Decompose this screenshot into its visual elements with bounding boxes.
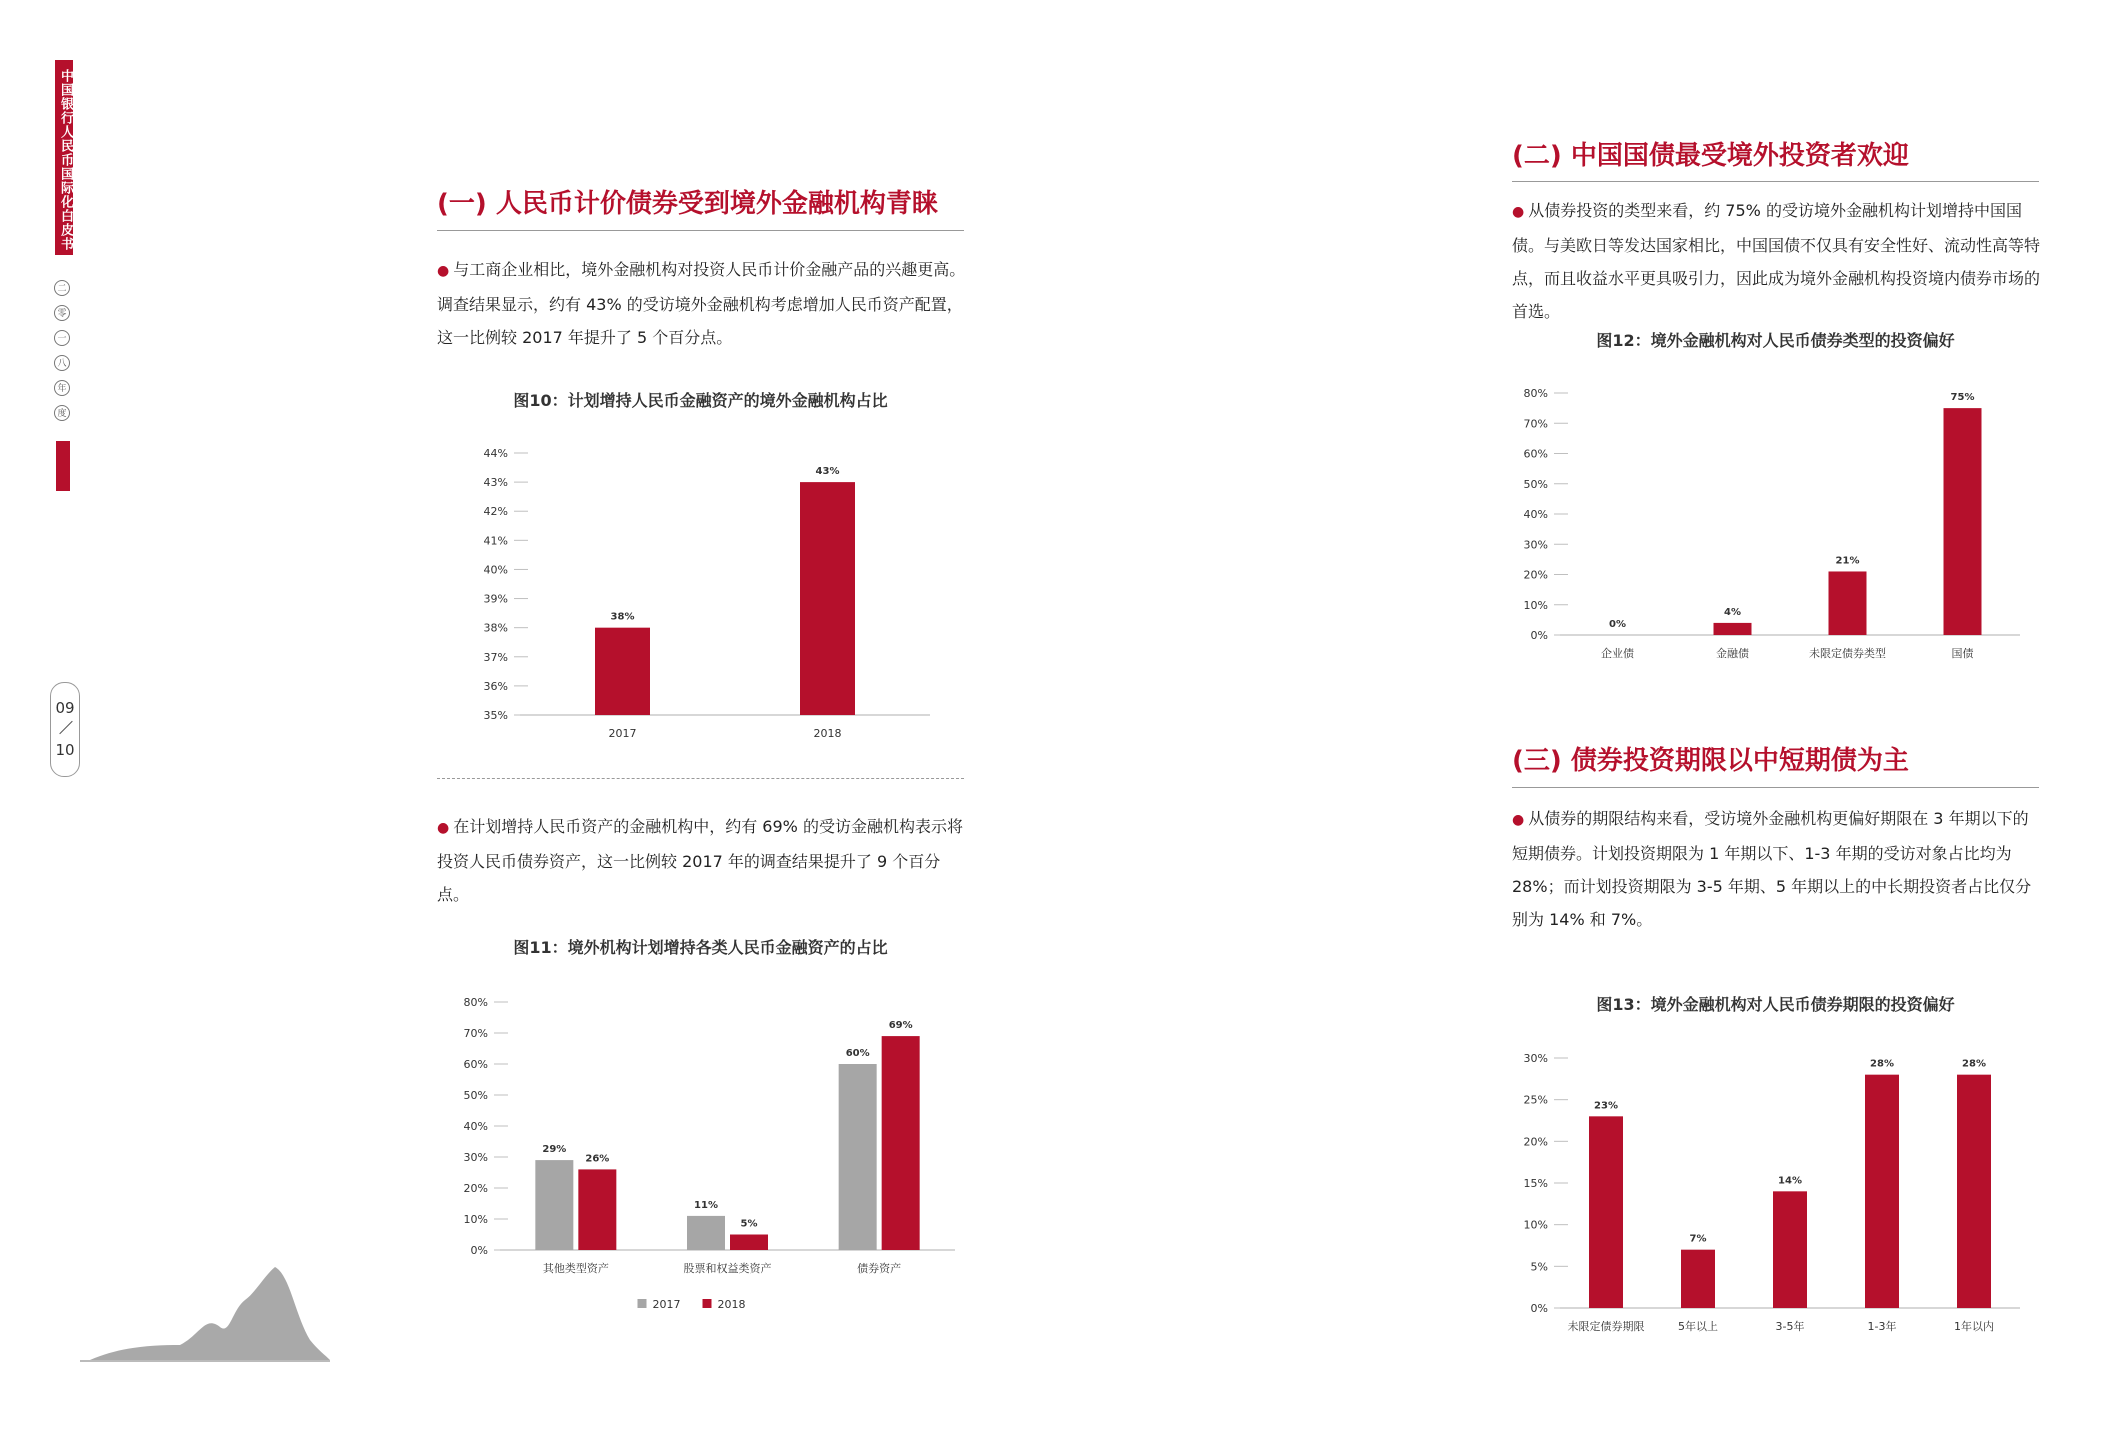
y-tick-label: 40% bbox=[483, 563, 508, 577]
bar bbox=[578, 1169, 616, 1250]
chart-fig12 bbox=[1510, 380, 2030, 670]
y-tick-label: 80% bbox=[463, 996, 488, 1009]
y-tick-label: 80% bbox=[1523, 387, 1548, 400]
bullet-icon: ● bbox=[1512, 812, 1525, 828]
y-tick-label: 30% bbox=[463, 1151, 488, 1164]
chart-fig13 bbox=[1510, 1040, 2030, 1340]
y-tick-label: 50% bbox=[1523, 477, 1548, 491]
y-tick-label: 0% bbox=[1530, 629, 1548, 642]
page-number-left: 09 bbox=[55, 699, 75, 717]
data-label: 7% bbox=[1689, 1233, 1707, 1245]
y-tick-label: 30% bbox=[1523, 1052, 1548, 1065]
data-label: 5% bbox=[740, 1218, 758, 1230]
y-tick-label: 44% bbox=[483, 447, 508, 460]
y-tick-label: 43% bbox=[483, 476, 508, 490]
section-divider bbox=[1512, 787, 2039, 788]
data-label: 26% bbox=[585, 1153, 610, 1165]
bar bbox=[1957, 1075, 1991, 1308]
bar bbox=[1714, 623, 1752, 635]
paragraph bbox=[1512, 802, 2044, 936]
page-number-badge bbox=[50, 682, 80, 777]
section-divider bbox=[437, 230, 964, 231]
y-tick-label: 10% bbox=[463, 1213, 488, 1226]
chart-fig10 bbox=[470, 440, 950, 750]
y-tick-label: 40% bbox=[463, 1120, 488, 1133]
bar bbox=[730, 1235, 768, 1251]
year-char: 年 bbox=[54, 380, 70, 396]
data-label: 14% bbox=[1778, 1175, 1802, 1187]
bar bbox=[882, 1036, 920, 1250]
y-tick-label: 20% bbox=[1523, 568, 1548, 582]
chart-fig11 bbox=[450, 990, 970, 1320]
dashed-divider bbox=[437, 778, 964, 779]
data-label: 75% bbox=[1950, 392, 1975, 404]
paragraph-text: 从债券投资的类型来看，约 75% 的受访境外金融机构计划增持中国国债。与美欧日等发达国家相比，中国国债不仅具有安全性好、流动性高等特点，而且收益水平更具吸引力，因此成为境外金融机构投资境内债券市场的首选。 bbox=[1512, 201, 2041, 321]
page-number-divider bbox=[59, 721, 72, 734]
data-label: 60% bbox=[845, 1048, 870, 1059]
year-char: 一 bbox=[54, 330, 70, 346]
bullet-icon: ● bbox=[1512, 204, 1525, 220]
x-tick-label: 债券资产 bbox=[857, 1262, 902, 1275]
y-tick-label: 35% bbox=[483, 709, 508, 722]
y-tick-label: 39% bbox=[483, 592, 508, 606]
y-tick-label: 38% bbox=[483, 621, 508, 635]
x-tick-label: 金融债 bbox=[1716, 647, 1749, 660]
bar bbox=[800, 482, 855, 715]
chart-title: 图12：境外金融机构对人民币债券类型的投资偏好 bbox=[1596, 331, 1955, 350]
section-divider bbox=[1512, 181, 2039, 182]
chart-title: 图11：境外机构计划增持各类人民币金融资产的占比 bbox=[513, 938, 888, 957]
x-tick-label: 2018 bbox=[813, 727, 842, 740]
y-tick-label: 70% bbox=[1523, 417, 1548, 431]
year-column bbox=[54, 280, 74, 430]
book-title-vertical: 中国银行人民币国际化白皮书 bbox=[55, 60, 73, 255]
data-label: 69% bbox=[888, 1020, 913, 1032]
section-title: (一) 人民币计价债券受到境外金融机构青睐 bbox=[437, 189, 938, 219]
legend-swatch bbox=[638, 1299, 647, 1308]
bar bbox=[1829, 571, 1867, 635]
chart-title: 图10：计划增持人民币金融资产的境外金融机构占比 bbox=[513, 391, 888, 410]
y-tick-label: 70% bbox=[463, 1027, 488, 1040]
x-tick-label: 其他类型资产 bbox=[542, 1262, 609, 1275]
data-label: 0% bbox=[1609, 619, 1626, 630]
bar bbox=[839, 1064, 877, 1250]
y-tick-label: 30% bbox=[1523, 538, 1548, 552]
y-tick-label: 15% bbox=[1523, 1177, 1548, 1190]
year-char: 八 bbox=[54, 355, 70, 371]
section-title: (三) 债券投资期限以中短期债为主 bbox=[1512, 746, 1909, 776]
y-tick-label: 20% bbox=[463, 1182, 488, 1195]
data-label: 21% bbox=[1835, 555, 1860, 567]
year-char: 零 bbox=[54, 305, 70, 321]
y-tick-label: 40% bbox=[1523, 508, 1548, 521]
y-tick-label: 60% bbox=[1523, 447, 1548, 461]
y-tick-label: 20% bbox=[1523, 1135, 1548, 1149]
x-tick-label: 5年以上 bbox=[1678, 1320, 1718, 1333]
data-label: 29% bbox=[542, 1144, 567, 1156]
paragraph bbox=[437, 810, 967, 911]
x-tick-label: 企业债 bbox=[1601, 647, 1634, 660]
y-tick-label: 60% bbox=[463, 1058, 488, 1071]
paragraph-text: 在计划增持人民币资产的金融机构中，约有 69% 的受访金融机构表示将投资人民币债券资产，这一比例较 2017 年的调查结果提升了 9 个百分点。 bbox=[437, 817, 963, 904]
y-tick-label: 37% bbox=[483, 650, 508, 664]
bar bbox=[1589, 1116, 1623, 1308]
page-number-right: 10 bbox=[55, 741, 75, 759]
x-tick-label: 国债 bbox=[1951, 647, 1974, 660]
data-label: 11% bbox=[694, 1199, 718, 1211]
y-tick-label: 10% bbox=[1523, 598, 1548, 612]
y-tick-label: 5% bbox=[1530, 1260, 1548, 1274]
x-tick-label: 1-3年 bbox=[1867, 1320, 1897, 1333]
y-tick-label: 42% bbox=[483, 505, 508, 519]
x-tick-label: 未限定债券期限 bbox=[1567, 1320, 1645, 1333]
bar bbox=[687, 1216, 725, 1250]
bar bbox=[1865, 1075, 1899, 1308]
red-tag-decoration bbox=[56, 441, 70, 491]
x-tick-label: 3-5年 bbox=[1775, 1320, 1805, 1333]
y-tick-label: 0% bbox=[1530, 1302, 1548, 1315]
x-tick-label: 2017 bbox=[608, 727, 637, 740]
data-label: 38% bbox=[610, 611, 635, 623]
x-tick-label: 1年以内 bbox=[1954, 1320, 1994, 1333]
bar bbox=[535, 1160, 573, 1250]
data-label: 28% bbox=[1962, 1058, 1986, 1070]
legend-label: 2018 bbox=[717, 1298, 746, 1311]
paragraph-text: 从债券的期限结构来看，受访境外金融机构更偏好期限在 3 年期以下的短期债券。计划投资期限为 1 年期以下、1-3 年期的受访对象占比均为 28%；而计划投资期限为 3-5 年期、5 年期以上的中长期投资者占比仅分别为 14% 和 7%。 bbox=[1512, 809, 2032, 929]
x-tick-label: 股票和权益类资产 bbox=[683, 1262, 772, 1275]
bar bbox=[1681, 1250, 1715, 1308]
y-tick-label: 36% bbox=[483, 679, 508, 693]
bullet-icon: ● bbox=[437, 820, 450, 836]
bar bbox=[595, 628, 650, 715]
chart-title: 图13：境外金融机构对人民币债券期限的投资偏好 bbox=[1596, 995, 1955, 1014]
section-title: (二) 中国国债最受境外投资者欢迎 bbox=[1512, 141, 1909, 171]
legend-label: 2017 bbox=[652, 1298, 681, 1311]
bar bbox=[1944, 408, 1982, 635]
year-char: 二 bbox=[54, 280, 70, 296]
y-tick-label: 0% bbox=[470, 1244, 488, 1257]
y-tick-label: 10% bbox=[1523, 1218, 1548, 1232]
y-tick-label: 41% bbox=[483, 534, 508, 548]
data-label: 4% bbox=[1724, 606, 1741, 618]
paragraph-text: 与工商企业相比，境外金融机构对投资人民币计价金融产品的兴趣更高。调查结果显示，约有 43% 的受访境外金融机构考虑增加人民币资产配置，这一比例较 2017 年提升了 5 个百分点。 bbox=[437, 260, 966, 347]
year-char: 度 bbox=[54, 405, 70, 421]
paragraph bbox=[1512, 194, 2044, 328]
bullet-icon: ● bbox=[437, 263, 450, 279]
y-tick-label: 50% bbox=[463, 1089, 488, 1102]
y-tick-label: 25% bbox=[1523, 1093, 1548, 1107]
mountain-ink-decoration bbox=[80, 1255, 330, 1365]
data-label: 28% bbox=[1870, 1058, 1894, 1070]
data-label: 43% bbox=[815, 466, 840, 478]
data-label: 23% bbox=[1594, 1100, 1618, 1112]
x-tick-label: 未限定债券类型 bbox=[1809, 647, 1886, 660]
legend-swatch bbox=[703, 1299, 712, 1308]
paragraph bbox=[437, 253, 967, 354]
bar bbox=[1773, 1191, 1807, 1308]
